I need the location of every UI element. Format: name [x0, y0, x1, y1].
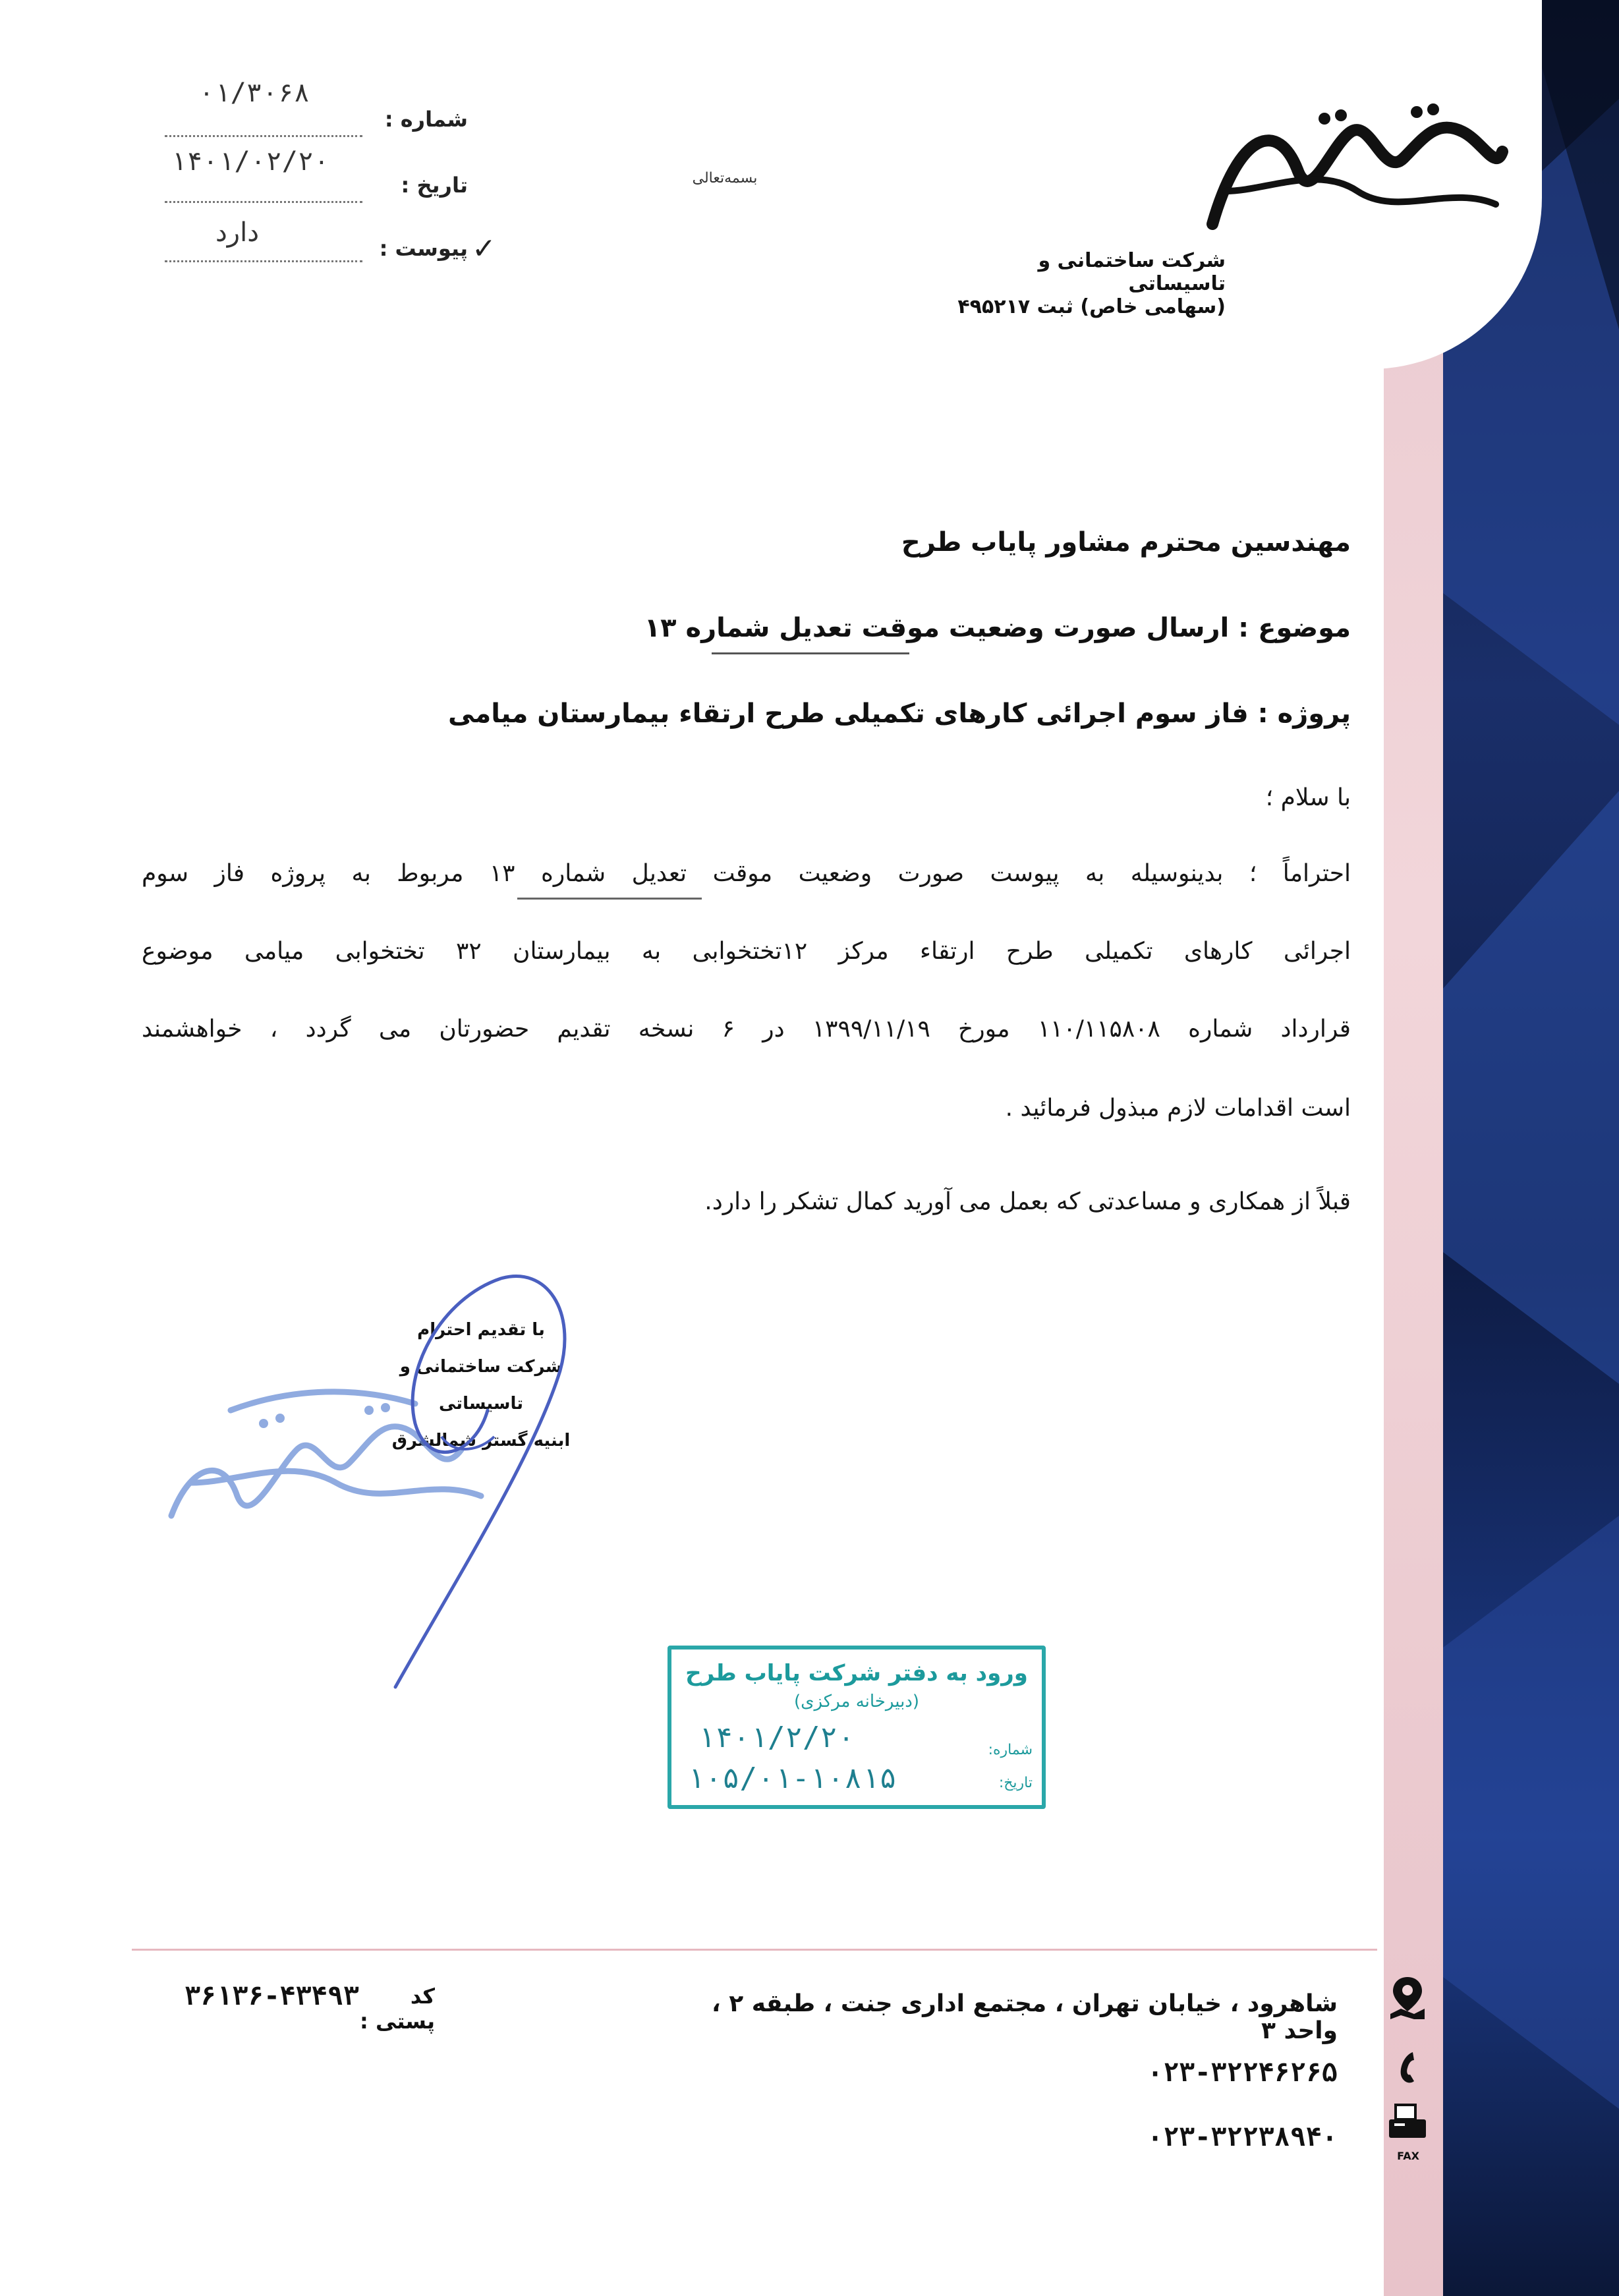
subject-underline — [712, 652, 909, 654]
company-logo — [1186, 92, 1516, 250]
date-value: ۱۴۰۱/۰۲/۲۰ — [171, 146, 329, 177]
fax-number: ۰۲۳-۳۲۲۳۸۹۴۰ — [1147, 2122, 1338, 2152]
body-line-4: است اقدامات لازم مبذول فرمائید . — [1005, 1095, 1351, 1122]
signature-line-2: شرکت ساختمانی و تاسیساتی — [399, 1357, 563, 1414]
number-label: شماره : — [384, 107, 468, 132]
receipt-stamp — [667, 1646, 1046, 1809]
fax-icon — [1386, 2102, 1429, 2151]
attachment-dotline — [165, 260, 362, 262]
date-dotline — [165, 201, 362, 203]
project: پروژه : فاز سوم اجرائی کارهای تکمیلی طرح ارتقاء بیمارستان میامی — [448, 699, 1351, 729]
body-line-1: احتراماً ؛ بدینوسیله به پیوست صورت وضعیت موقت تعدیل شماره ۱۳ مربوط به پروژه فاز سوم — [142, 860, 1351, 887]
greeting: با سلام ؛ — [1265, 784, 1351, 811]
postal-code: ۳۶۱۳۶-۴۳۴۹۳ — [185, 1981, 359, 2011]
footer-address: شاهرود ، خیابان تهران ، مجتمع اداری جنت ، طبقه ۲ ، واحد ۳ — [712, 1990, 1338, 2044]
stamp-number-label: شماره: — [988, 1742, 1033, 1758]
bismillah: بسمه‌تعالی — [692, 170, 758, 187]
body-line-2: اجرائی کارهای تکمیلی طرح ارتقاء مرکز ۱۲تختخوابی به بیمارستان ۳۲ تختخوابی میامی موضوع — [142, 938, 1351, 965]
stamp-date-label: تاریخ: — [998, 1775, 1033, 1791]
number-value: ۰۱/۳۰۶۸ — [198, 78, 310, 108]
attachment-label: پیوست : — [379, 236, 468, 261]
company-registration: (سهامی خاص) ثبت ۴۹۵۲۱۷ — [957, 295, 1226, 318]
closing: قبلاً از همکاری و مساعدتی که بعمل می آورید کمال تشکر را دارد. — [704, 1188, 1351, 1215]
attachment-value: دارد — [215, 217, 260, 248]
stamp-subtitle: (دبیرخانه مرکزی) — [793, 1692, 920, 1711]
location-pin-icon — [1388, 1974, 1427, 2021]
phone-number: ۰۲۳-۳۲۲۴۶۲۶۵ — [1147, 2057, 1338, 2088]
stamp-date-value: ۱۴۰۱/۲/۲۰ — [698, 1721, 855, 1754]
date-label: تاریخ : — [401, 173, 468, 198]
recipient: مهندسین محترم مشاور پایاب طرح — [901, 527, 1351, 558]
hand-signature — [283, 1239, 626, 1700]
footer-divider — [132, 1949, 1377, 1951]
number-dotline — [165, 135, 362, 137]
stamp-title: ورود به دفتر شرکت پایاب طرح — [685, 1660, 1028, 1686]
decorative-band-facets — [1443, 0, 1619, 2296]
body-underline — [517, 898, 702, 900]
stamp-number-value: ۱۰۵/۰۱-۱۰۸۱۵ — [687, 1762, 897, 1795]
signature-line-1: با تقدیم احترام — [417, 1320, 545, 1340]
phone-icon — [1390, 2048, 1423, 2088]
attachment-check-icon: ✓ — [472, 232, 496, 266]
subject: موضوع : ارسال صورت وضعیت موقت تعدیل شماره ۱۳ — [644, 613, 1351, 643]
company-type: شرکت ساختمانی و تاسیساتی — [1038, 249, 1226, 295]
signature-line-3: ابنیه گستر شمالشرق — [391, 1431, 571, 1450]
postal-label: کد پستی : — [360, 1984, 435, 2034]
body-line-3: قرارداد شماره ۱۱۰/۱۱۵۸۰۸ مورخ ۱۳۹۹/۱۱/۱۹ در ۶ نسخه تقدیم حضورتان می گردد ، خواهشمند — [142, 1016, 1351, 1043]
fax-label: FAX — [1397, 2150, 1419, 2162]
